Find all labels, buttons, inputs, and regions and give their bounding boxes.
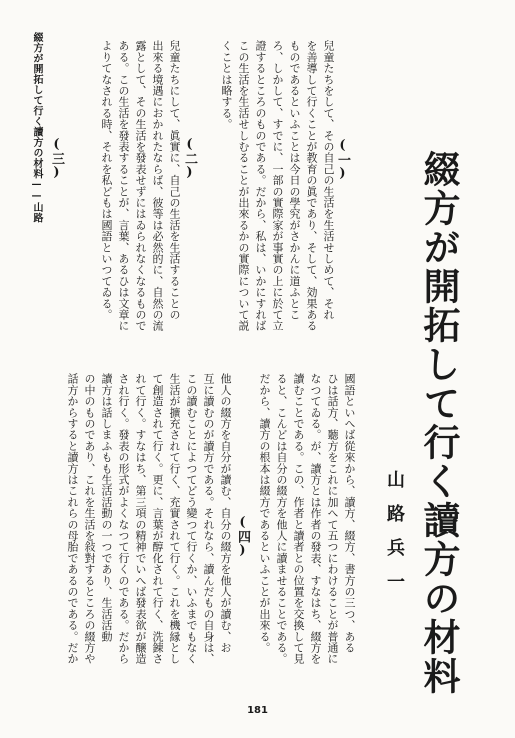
- paragraph-line: 證するところのものである。だから、私は、いかにすれば: [254, 40, 267, 332]
- paragraph-line: 國語といへば從來から、讀方、綴方、書方の三つ、ある: [343, 373, 356, 653]
- paragraph-line: ひは話方、聽方をこれに加へて五つにわけることが普通に: [326, 373, 339, 665]
- paragraph-line: 露として、その生活を發表せずにはゐられなくなるもので: [134, 40, 147, 332]
- paragraph-line: よりてなされる時、それを私どもは國語といつてゐる。: [100, 40, 113, 320]
- paragraph-line: 兒童たちをして、その自己の生活を生活せしめて、それ: [322, 40, 335, 320]
- paragraph-line: 互に讀むのが讀方である。それなら、讀んだもの自身は、: [202, 373, 215, 665]
- article-title: 綴方が開拓して行く讀方の材料: [417, 150, 461, 696]
- paragraph-line: 兒童たちにして、眞實に、自己の生活を生活することの: [168, 40, 181, 320]
- paragraph-line: くことは略する。: [220, 40, 233, 130]
- running-head: 綴方が開拓して行く讀方の材料——山路: [31, 32, 42, 223]
- paragraph-line: ものであるといふことは今日の學究がさかんに道ふとこ: [288, 40, 301, 320]
- section-marker-two: (二): [182, 137, 197, 180]
- paragraph-line: の中のものであり、これを生活を敍對するところの綴方や: [83, 373, 96, 665]
- paragraph-line: ろ、しかして、すでに、一部の實際家が事實の上に於て立: [271, 40, 284, 332]
- paragraph-line: だから、讀方の根本は綴方であるといふことが出來る。: [258, 373, 271, 653]
- paragraph-line: ると、こんどは自分の綴方を他人に讀ませることである。: [275, 373, 288, 665]
- paragraph-line: 讀方は話しまふもも生活活動の一つであり、生活活動: [100, 373, 113, 642]
- section-marker-three: (三): [49, 137, 64, 180]
- page-number: 181: [247, 705, 268, 716]
- author-name: 山路兵一: [384, 470, 405, 606]
- paragraph-line: 生活が擴充されて行く、充實されて行く。これを機縁とし: [168, 373, 181, 665]
- paragraph-line: この讀むことによつてどう變つて行くか、いふまでもなく: [185, 373, 198, 665]
- paragraph-line: 出來る境遇におかれたならば、彼等は必然的に、自然の流: [151, 40, 164, 332]
- paragraph-line: を善導して行くことが教育の眞であり、そして、効果ある: [305, 40, 318, 332]
- paragraph-line: この生活を生活せしむることが出來るかの實際について説: [237, 40, 250, 332]
- paragraph-line: 話方からすると讀方はこれらの母胎であるのである。だか: [66, 373, 79, 665]
- paragraph-line: され行く。發表の形式がよくなつて行くのである。だから: [117, 373, 130, 665]
- paragraph-line: て創造されて行く。更に、言葉が醇化されて行く、洗錬さ: [151, 373, 164, 665]
- section-marker-one: (一): [335, 138, 350, 181]
- paragraph-line: ある。この生活を發表することが、言葉、あるひは文章に: [117, 40, 130, 332]
- paragraph-line: なつてゐる。が、讀方とは作者の發表、すなはち、綴方を: [309, 373, 322, 665]
- paragraph-line: れて行く。すなはち、第三項の精神でいへば發表欲が醸造: [134, 373, 147, 665]
- paragraph-line: 讀むことである。この、作者と讀者との位置を交換して見: [292, 373, 305, 665]
- paragraph-line: 他人の綴方を自分が讀む、自分の綴方を他人が讀む、お: [219, 373, 232, 653]
- section-marker-four: (四): [235, 515, 250, 558]
